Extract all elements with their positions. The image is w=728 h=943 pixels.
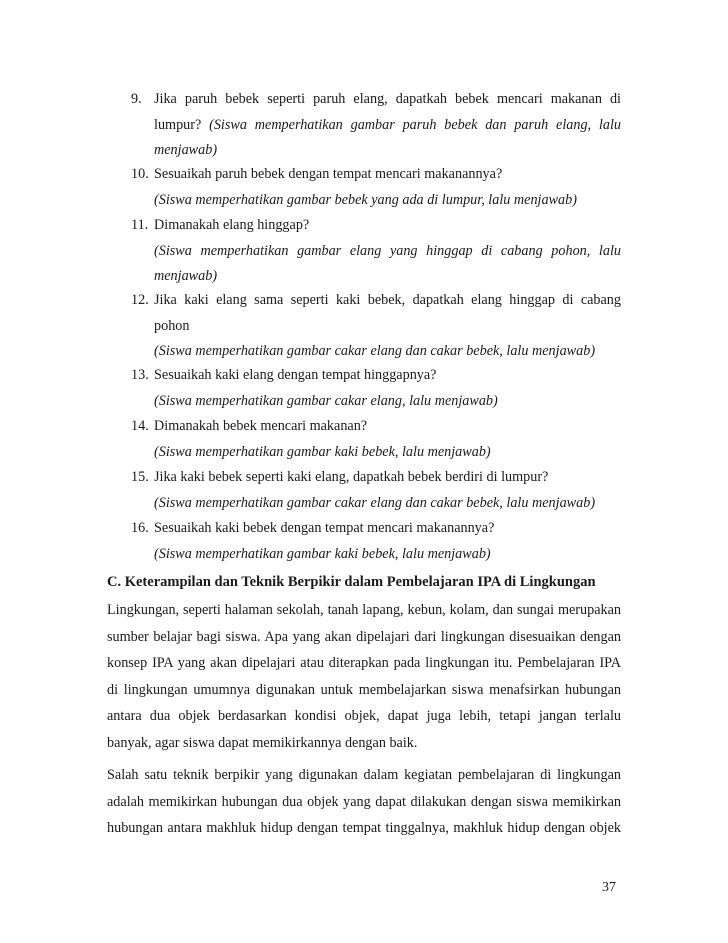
question-line [154, 113, 621, 139]
question-text: Sesuaikah paruh bebek dengan tempat mencari makanannya? [154, 166, 503, 182]
question-line [154, 264, 621, 290]
question-body [154, 288, 621, 365]
paragraph-line: adalah memikirkan hubungan dua objek yang dapat dilakukan dengan siswa memikirkan [107, 793, 621, 810]
paragraph-2 [107, 762, 621, 842]
question-text: Sesuaikah kaki bebek dengan tempat mencari makanannya? [154, 520, 495, 536]
instruction-note: menjawab) [154, 268, 218, 284]
question-line [154, 87, 621, 113]
question-line [154, 465, 621, 491]
page-number: 37 [602, 880, 616, 895]
section-heading: C. Keterampilan dan Teknik Berpikir dalam Pembelajaran IPA di Lingkungan [107, 574, 596, 590]
instruction-note: (Siswa memperhatikan gambar cakar elang, lalu menjawab) [154, 392, 498, 409]
question-number: 12. [131, 292, 149, 308]
question-body [154, 87, 621, 164]
paragraph-line: hubungan antara makhluk hidup dengan tempat tinggalnya, makhluk hidup dengan objek [107, 820, 621, 836]
paragraph-line: Lingkungan, seperti halaman sekolah, tanah lapang, kebun, kolam, dan sungai merupakan [107, 602, 621, 618]
question-line [154, 162, 621, 188]
instruction-note: (Siswa memperhatikan gambar bebek yang ada di lumpur, lalu menjawab) [154, 191, 577, 208]
question-text: pohon [154, 317, 190, 334]
question-number: 14. [131, 418, 149, 434]
question-line [154, 239, 621, 265]
paragraph-line: banyak, agar siswa dapat memikirkannya dengan baik. [107, 734, 418, 751]
instruction-note: (Siswa memperhatikan gambar cakar elang dan cakar bebek, lalu menjawab) [154, 343, 596, 359]
question-number: 10. [131, 166, 149, 182]
question-text: Sesuaikah kaki elang dengan tempat hinggapnya? [154, 367, 437, 383]
paragraph-line: di lingkungan umumnya digunakan untuk membelajarkan siswa menafsirkan hubungan [107, 681, 621, 698]
paragraph-1 [107, 597, 621, 756]
question-line [154, 516, 621, 542]
question-line [154, 389, 621, 415]
question-text: Dimanakah bebek mencari makanan? [154, 418, 368, 434]
question-line [154, 339, 621, 365]
question-line [154, 414, 621, 440]
question-number: 13. [131, 367, 149, 383]
question-line [154, 440, 621, 466]
question-text: lumpur? [154, 116, 202, 133]
question-body [154, 414, 621, 465]
instruction-note: (Siswa memperhatikan gambar elang yang hinggap di cabang pohon, lalu [154, 242, 621, 259]
paragraph-line: Salah satu teknik berpikir yang digunakan dalam kegiatan pembelajaran di lingkungan [107, 767, 621, 783]
question-body [154, 213, 621, 290]
question-line [154, 288, 621, 314]
question-number: 11. [131, 217, 149, 233]
question-line [154, 188, 621, 214]
paragraph-line: konsep IPA yang akan dipelajari atau diterapkan pada lingkungan itu. Pembelajaran IPA [107, 655, 621, 671]
question-line [154, 314, 621, 340]
instruction-note: (Siswa memperhatikan gambar kaki bebek, lalu menjawab) [154, 545, 491, 562]
question-number: 16. [131, 520, 149, 536]
question-line [154, 213, 621, 239]
instruction-note: (Siswa memperhatikan gambar paruh bebek dan paruh elang, lalu [201, 116, 621, 133]
question-body [154, 516, 621, 567]
question-body [154, 363, 621, 414]
question-line [154, 542, 621, 568]
instruction-note: (Siswa memperhatikan gambar kaki bebek, lalu menjawab) [154, 443, 491, 460]
question-number: 15. [131, 469, 149, 485]
question-text: Dimanakah elang hinggap? [154, 217, 310, 233]
question-line [154, 491, 621, 517]
question-line [154, 363, 621, 389]
question-body [154, 162, 621, 213]
question-text: Jika paruh bebek seperti paruh elang, dapatkah bebek mencari makanan di [154, 91, 621, 107]
question-line [154, 138, 621, 164]
instruction-note: menjawab) [154, 142, 218, 158]
question-text: Jika kaki elang sama seperti kaki bebek, dapatkah elang hinggap di cabang [154, 292, 621, 308]
instruction-note: (Siswa memperhatikan gambar cakar elang dan cakar bebek, lalu menjawab) [154, 494, 596, 511]
question-body [154, 465, 621, 516]
paragraph-line: antara dua objek berdasarkan kondisi objek, dapat juga lebih, tetapi jangan terlalu [107, 708, 621, 724]
paragraph-line: sumber belajar bagi siswa. Apa yang akan dipelajari dari lingkungan disesuaikan dengan [107, 628, 621, 645]
question-number: 9. [131, 91, 142, 107]
question-text: Jika kaki bebek seperti kaki elang, dapatkah bebek berdiri di lumpur? [154, 469, 549, 485]
